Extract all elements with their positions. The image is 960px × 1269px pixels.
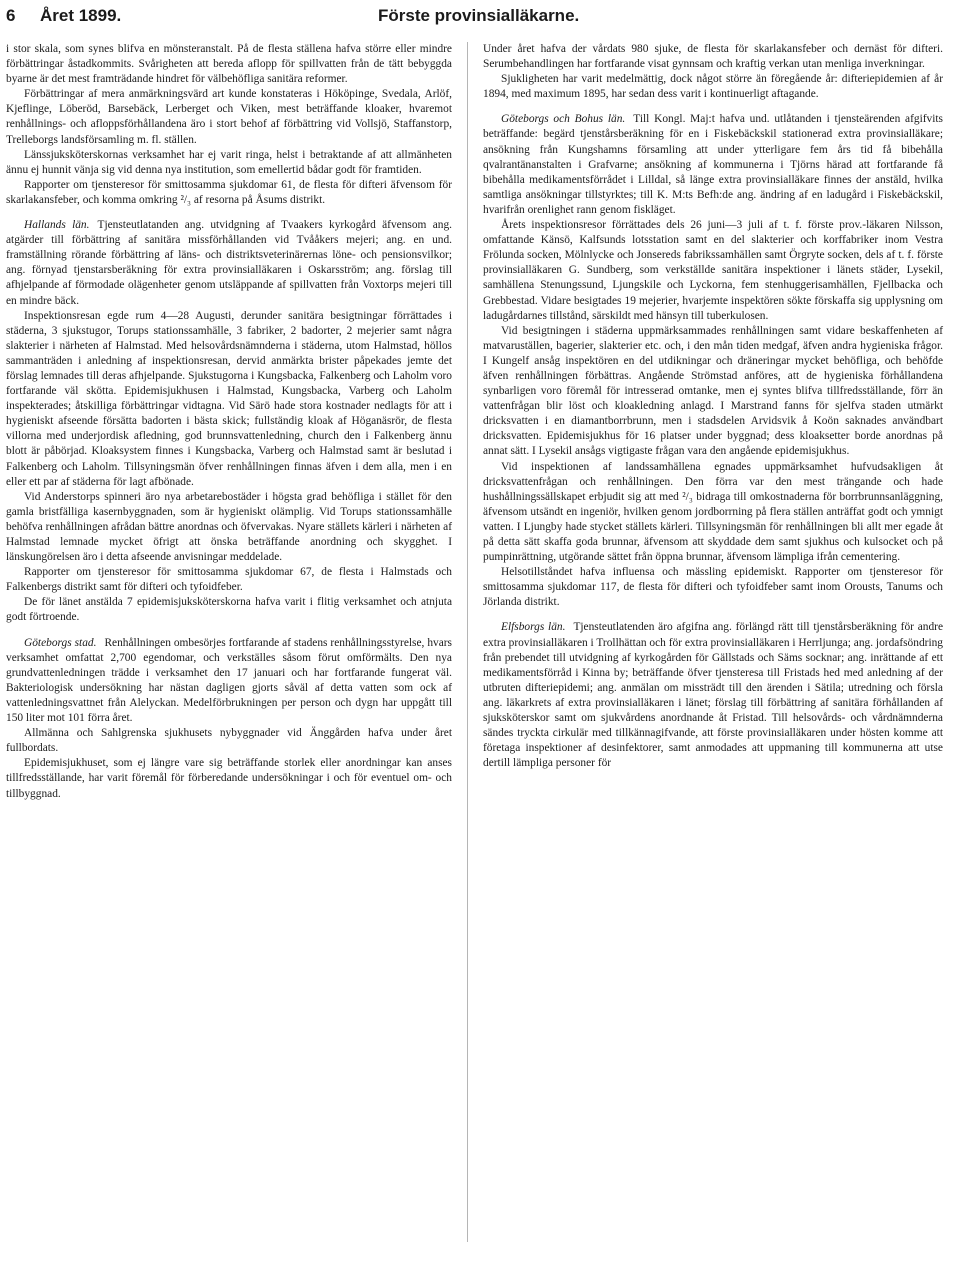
paragraph-text: Vid besigtningen i städerna uppmärksammades renhållningen samt vidare beskaffenheten af matvaruställen, bagerier, slakterier etc. och, i den mån tiden medgaf, äfven andra hygieniska frågor. I Kungelf ansåg inspektören en del utdikningar och dräneringar mycket behöfliga, och behöfde äfven renhållningen förbättras. Angående Strömstad anföres, att de hygieniska förhållandena synbarligen voro föremål för intresserad omtanke, men ej syntes blifva tillfredsställande, förr än vattenfrågan blir löst och kloakledning anlagd. I Marstrand fanns för sjelfva staden utmärkt dricksvatten i en diamantborrbrunn, men i stadsdelen Arvidsvik å Koön saknades användbart dricksvatten. Epidemisjukhus för 16 platser under byggnad; dess kloaksetter borde anordnas på annat sätt. I Lysekil ansågs vigtigaste frågan vara den angående epidemisjukhus. [483,324,943,458]
paragraph [6,309,452,490]
paragraph-text: Rapporter om tjensteresor för smittosamma sjukdomar 61, de flesta för difteri äfvensom för skarlakansfeber, och komma omkring ²/₃ af resorna på Åsums distrikt. [6,178,452,206]
paragraph [483,460,943,566]
county-heading: Göteborgs stad. [24,636,97,649]
county-heading: Hallands län. [24,219,90,232]
paragraph [6,42,452,87]
paragraph [6,565,452,595]
paragraph-text: Helsotillståndet hafva influensa och mässling epidemiskt. Rapporter om tjensteresor för smittosamma sjukdomar 117, de flesta för difteri och tyfoidfeber samt inom Orousts, Tanums och Jörlanda distrikt. [483,566,943,609]
paragraph [6,178,452,208]
paragraph [6,218,452,309]
paragraph-text: Tjensteutlatenden äro afgifna ang. förlängd rätt till tjenstårsberäkning för andre extra provinsialläkaren i Trollhättan och för extra provinsialläkaren i Herrljunga; ang. jordafsöndring från prebendet till utvidgning af kyrkogården för Gällstads och Säms socknar; ang. inrättande af ett medikamentsförråd i Kinna by; beträffande öfver tjensteresa till Fristads hed med anledning af der utbruten difteriepidemi; ang. anmälan om missträdt till den ärenden i Sätila; utredning och försla ang. läkarkrets af extra provinsialläkaren i länet; förslag till förbättring af sanitära förhållanden af sjuksköterskor samt om sjukvårdens anordnande åt Fristad. Till helsovårds- och vårdnämnderna sändes tryckta cirkulär med tillkännagifvande, att förste provinsialläkaren under hösten komme att företaga inspektioner af desinfektorer, samt anmodades att uppmaning till kommunerna att utse dertill lämpliga personer för [483,621,944,770]
paragraph-text: Förbättringar af mera anmärkningsvärd art kunde konstateras i Hököpinge, Svedala, Arlöf, Kjeflinge, Löberöd, Barsebäck, Lerberget och Viken, mest beträffande kloaker, hvaremot renhållnings- och afloppsförhållandena äro i stort behof af förbättring vid Vollsjö, Staffanstorp, Trelleborgs landsförsamling m. fl. ställen. [6,88,452,146]
page-year: Året 1899. [40,6,122,25]
paragraph [6,636,452,727]
paragraph [483,565,943,610]
paragraph-text: i stor skala, som synes blifva en mönsteranstalt. På de flesta ställena hafva större eller mindre förbättringar åstadkommits. Svårigheten att bereda aflopp för spillvatten från de tätt bebyggda byarne är det mest framträdande hindret för välbehöfliga sanitära reformer. [6,43,452,86]
paragraph [6,490,452,565]
paragraph-text: Epidemisjukhuset, som ej längre vare sig beträffande storlek eller anordningar kan anses tillfredsställande, har varit föremål för förberedande undersökningar i och för eventuel om- och tillbyggnad. [6,757,452,800]
paragraph-text: Årets inspektionsresor förrättades dels 26 juni—3 juli af t. f. förste prov.-läkaren Nilsson, omfattande Känsö, Kalfsunds lotsstation samt en del slakterier och korffabriker inom Vestra Frölunda socken, Mölnlycke och Jonsereds fabrikssamhällen samt Örgryte socken, dels af t. f. förste provinsialläkaren G. Sundberg, som verkställde sanitära inspektioner i länets städer, Lysekil, samhällena Stenungssund, Ljungskile och Lyckorna, fem stenhuggerisamhällen, Fjellbacka och Grebbestad. Vidare besigtades 19 mejerier, hvarjemte inspektören sökte förskaffa sig upplysning om ladugårdarnes tillstånd, särskildt med hänsyn till tuberkulosen. [483,219,943,322]
left-column [6,42,452,802]
paragraph-text: Till Kongl. Maj:t hafva und. utlåtanden i tjensteärenden afgifvits beträffande: begärd tjenstårsberäkning för en i Fiskebäckskil stationerad extra provinsialläkare; ansökning från Kungshamns församling att under ytterligare fem års tid få bibehålla qvalrantänanstalten i Grafvarne; ansökning af kommunerna i Tjörns härad att fortfarande få bibehålla medikamentsförrådet i Lilldal, så länge extra provinsialläkare finnes der anstäld, hvilka samtliga ansökningar tillstyrktes; till K. M:ts Befh:de ang. ändring af en ladugård i Fiskebäckskil, hvarifrån orenlighet rann genom fiskläget. [483,113,943,216]
page-header [6,6,954,30]
paragraph [483,218,943,324]
right-column [483,42,943,771]
paragraph [483,72,943,102]
paragraph [483,620,943,771]
paragraph [483,42,943,72]
paragraph [6,595,452,625]
paragraph [6,148,452,178]
paragraph [483,112,943,218]
paragraph-text: De för länet anstälda 7 epidemisjuksköterskorna hafva varit i flitig verksamhet och atnjuta godt förtroende. [6,596,452,624]
paragraph-text: Under året hafva der vårdats 980 sjuke, de flesta för skarlakansfeber och dernäst för difteri. Serumbehandlingen har fortfarande visat gynnsam och kraftig verkan utan menliga inverkningar. [483,43,943,71]
paragraph-text: Länssjuksköterskornas verksamhet har ej varit ringa, helst i betraktande af att allmänheten ännu ej hunnit vänja sig vid denna nya institution, som emellertid bådar godt för framtiden. [6,148,452,176]
paragraph [6,87,452,147]
paragraph-text: Rapporter om tjensteresor för smittosamma sjukdomar 67, de flesta i Halmstads och Falkenbergs distrikt samt för difteri och tyfoidfeber. [6,566,452,594]
paragraph [6,756,452,801]
paragraph [6,726,452,756]
county-heading: Göteborgs och Bohus län. [501,113,626,126]
county-heading: Elfsborgs län. [501,621,566,634]
paragraph-text: Vid Anderstorps spinneri äro nya arbetarebostäder i högsta grad behöfliga i stället för den gamla bristfälliga kasernbyggnaden, som är hygieniskt olämplig. Vid Torups stationssamhälle behöfva renhållningen afrådan bättre anordnas och öfvervakas. Nyare ställets kärleri i närheten af Halmstad lemnade mycket öfrigt att önska beträffande anordning och skygghet. I länskungörelsen äro i detta afseende anvisningar meddelade. [6,490,452,564]
paragraph-text: Allmänna och Sahlgrenska sjukhusets nybyggnader vid Änggården hafva under året fullbordats. [6,727,452,755]
paragraph-text: Sjukligheten har varit medelmättig, dock något större än föregående år: difteriepidemien af år 1894, med maximum 1895, har sedan dess varit i kontinuerligt aftagande. [483,73,943,101]
page-number: 6 [6,6,16,25]
paragraph-text: Tjensteutlatanden ang. utvidgning af Tvaakers kyrkogård äfvensom ang. atgärder till förbättring af sanitära missförhållanden vid Tvååkers mejeri; ang. en und. framställning rörande förbättring af läns- och distriktsveterinärernas löne- och pensionsvilkor; ang. förnyad tjenstarsberäkning för extra provinsialläkaren i Oskarsström; ang. förslag till afhjelpande af förmodade olägenheter genom utsläppande af spillvatten från Voxtorps mejeri till en mindre bäck. [6,219,452,307]
paragraph-text: Renhållningen ombesörjes fortfarande af stadens renhållningsstyrelse, hvars verksamhet omfattat 2,700 egendomar, och verkställes såsom förut omförmälts. Den nya grundvattenledningen trädde i verksamhet den 17 januari och har fortfarande fungerat väl. Bakteriologisk undersökning har nästan dagligen gjorts såväl af detta vatten som ock af vattenledningsvattnet från Alelyckan. Medelförbrukningen per person och dygn har uppgått till 150 liter mot 101 förra året. [6,636,452,725]
page-title: Förste provinsialläkarne. [378,6,580,25]
paragraph-text: Vid inspektionen af landssamhällena egnades uppmärksamhet hufvudsakligen åt dricksvattenfrågan och renhållningen. Den förra var den mest trängande och hade hushållningssällskapet erbjudit sig att med ²/₃ bidraga till omkostnaderna för borrbrunnsanläggning, äfvensom utsändt en ingeniör, hvilken genom jordborrning på flera ställen anträffat godt och ymnigt vatten. I Ljungby hade stycket ställets kärleri. Tillsyningsmän för renhållningen bli allt mer egade åt på detta sätt skaffa goda brunnar, äfvensom att skyddade dem samt sjukhus och kulsocket och på pumpinrättning, utgörande sättet från öppna brunnar, äfvensom lämpliga ifrån cementering. [483,460,943,564]
paragraph-text: Inspektionsresan egde rum 4—28 Augusti, derunder sanitära besigtningar förrättades i städerna, 3 sjukstugor, Torups stationssamhälle, 3 fabriker, 2 badorter, 2 mejerier samt några slakterier i närheten af Halmstad. Med helsovårdsnämnderna i städerna, utom Halmstad, höllos sammanträden i anledning af inspektionsresan, dervid anmärkta brister påpekades jemte det förslag lemnades till deras afhjelpande. Sjukstugorna i Kungsbacka, Falkenberg och Laholm voro fortfarande väl skötta. Epidemisjukhusen i Halmstad, Kungsbacka, Varberg och Laholm inspekterades; åtskilliga förbättringar vidtagna. Vid Särö hade stora kostnader nedlagts för att i hygieniskt afseende försätta badorten i bästa skick; fullständig kloak af Höganäsrör, de flesta villorna med underjordisk afledning, god brunnsvattenledning, church den i Falkenberg ännu blott är påbörjad. Kloaksystem finnes i Kungsbacka, Varberg och Halmstad samt är beslutad i Falkenberg och Laholm. Tillsyningsmän öfver renhållningen finnas äfven i dem alla, men i en eller ett par af städerna för lagt afbönade. [6,309,452,488]
paragraph [483,324,943,460]
column-divider [467,42,468,1242]
